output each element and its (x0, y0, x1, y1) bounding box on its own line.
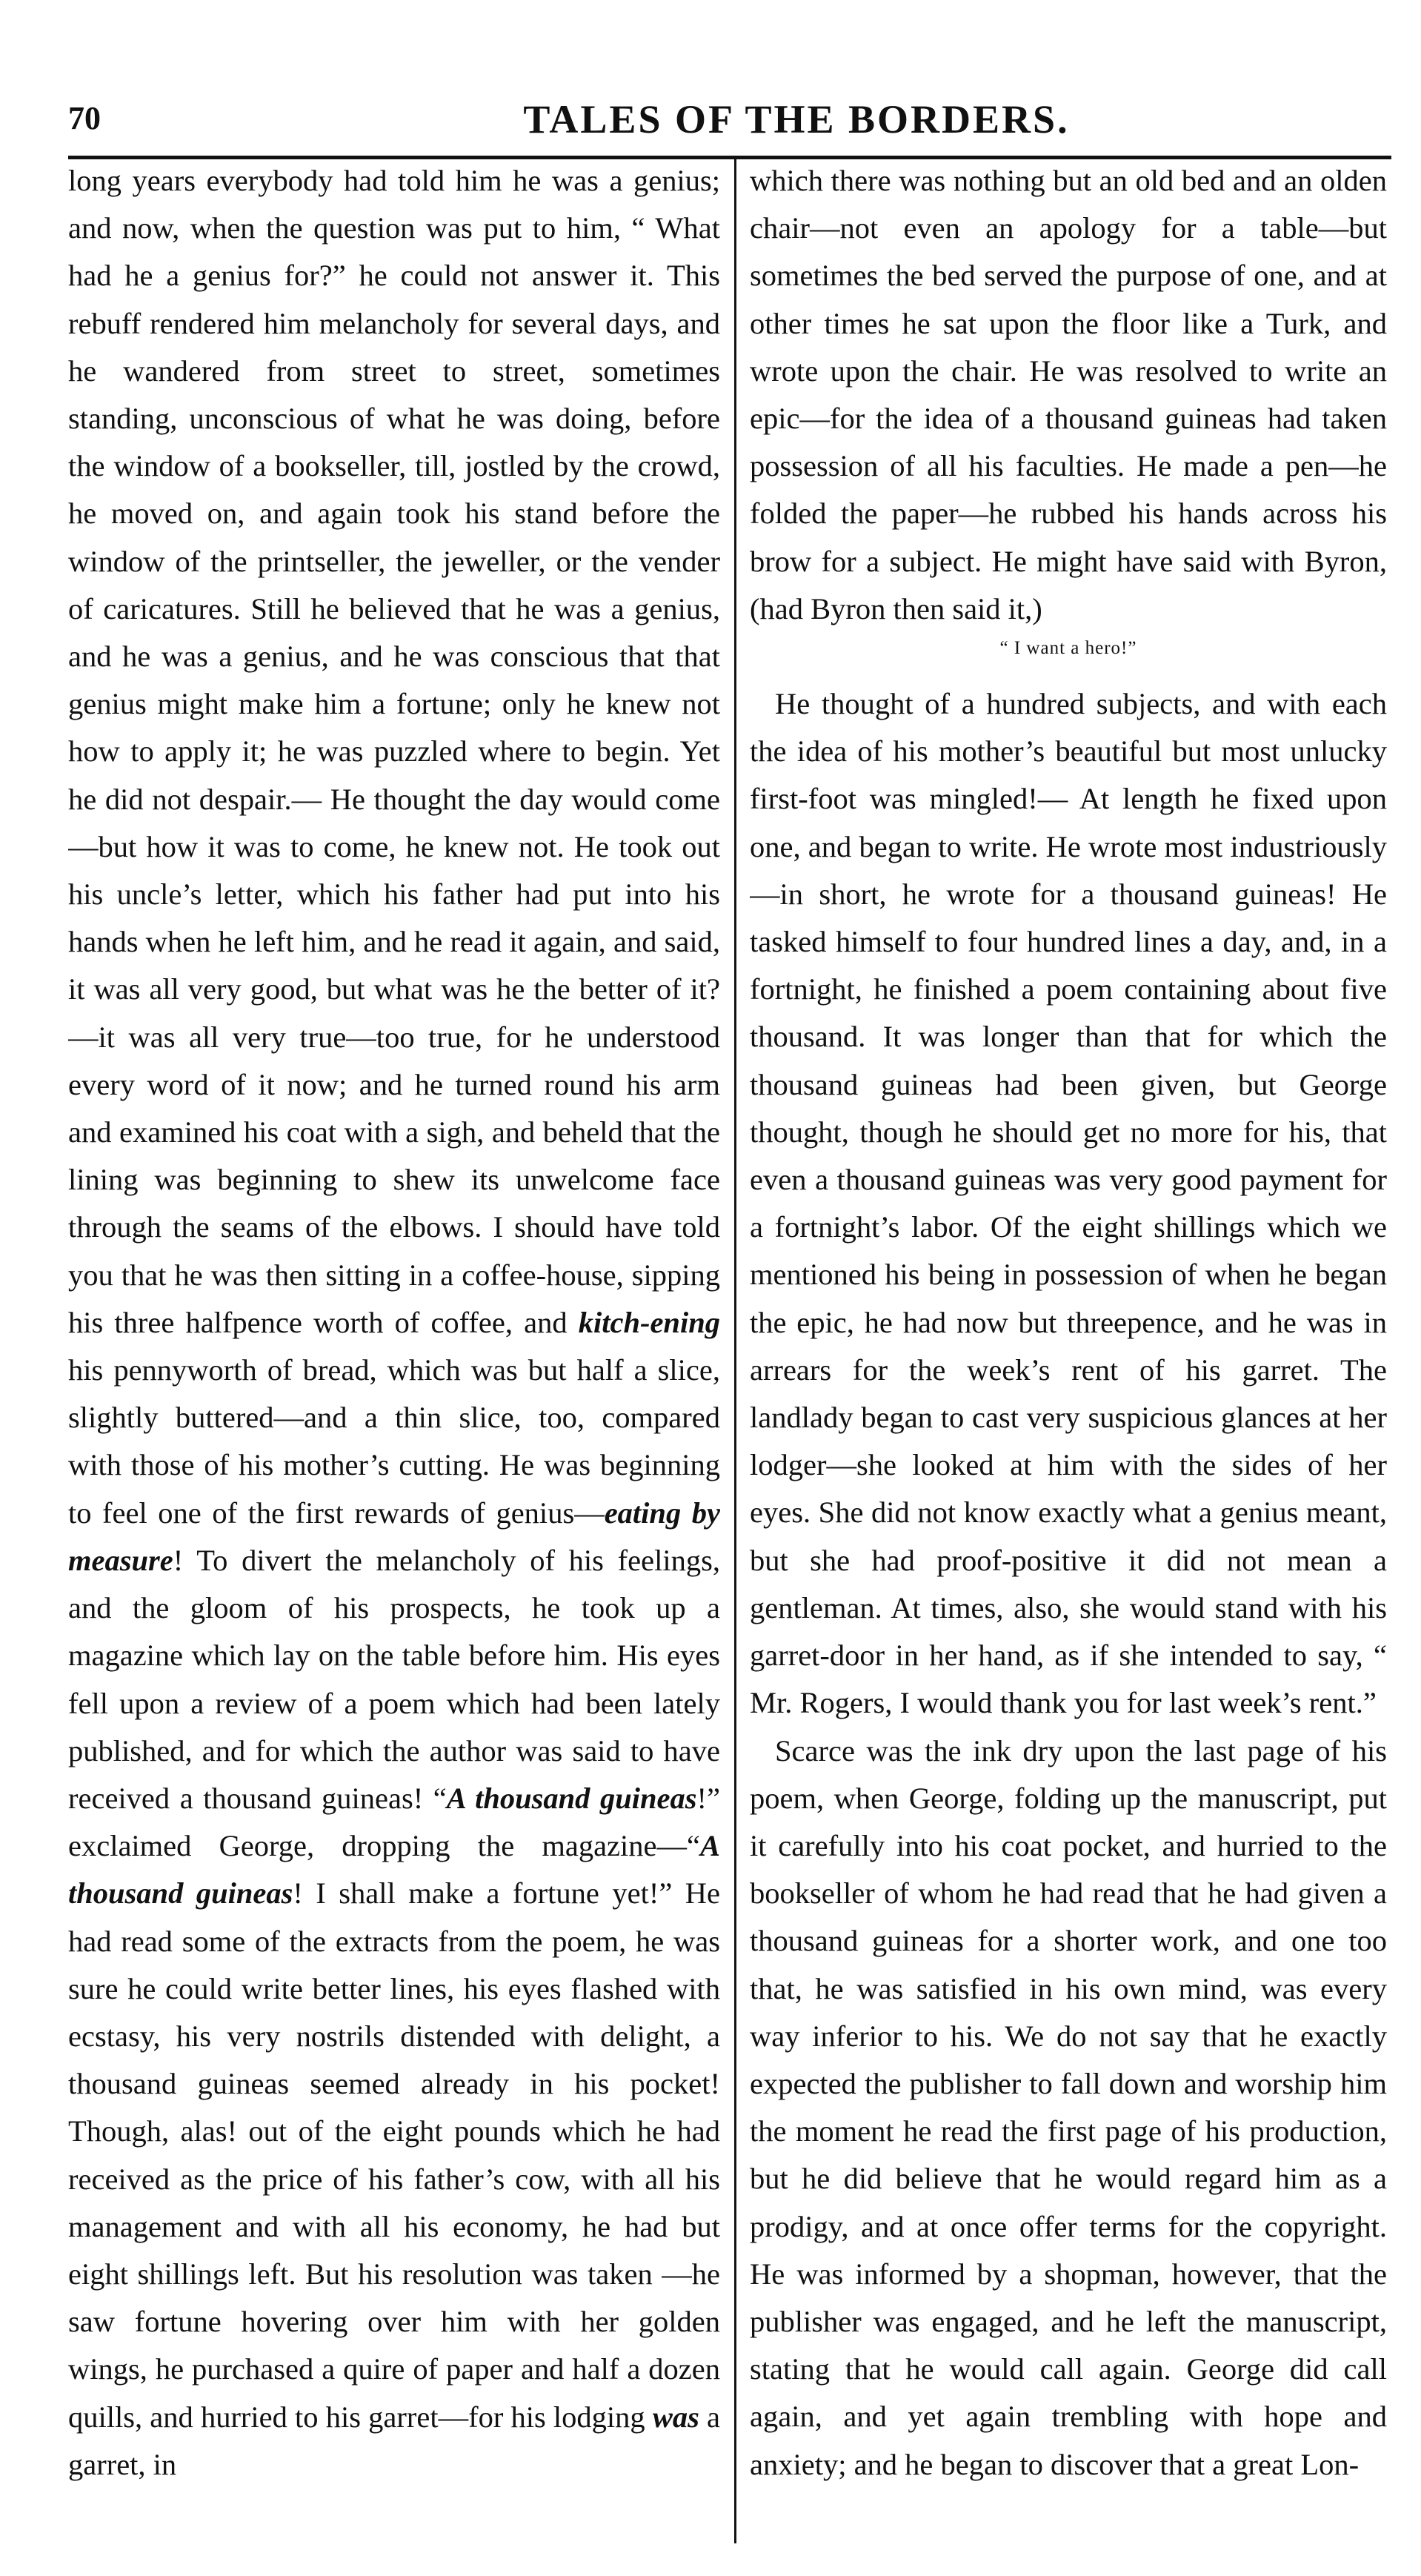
right-paragraph-1: which there was nothing but an old bed and an olden chair—not even an apology for a table—but sometimes the bed served the purpose of one, and at other times he sat upon the floor like a Turk, and wrote upon the chair. He was resolved to write an epic—for the idea of a thousand guineas had taken possession of all his faculties. He made a pen—he folded the paper—he rubbed his hands across his brow for a subject. He might have said with Byron, (had Byron then said it,) (750, 164, 1387, 625)
italic-run: eating by measure (68, 1496, 720, 1577)
italic-run: kitch-ening (578, 1305, 720, 1339)
text-run: ! To divert the melancholy of his feelings, and the gloom of his prospects, he took up a magazine which lay on the table before him. His eyes fell upon a review of a poem which had been lately published, and for which the author was said to have received a thousand guineas! “ (68, 1543, 720, 1815)
text-run: a garret, in (68, 2400, 720, 2481)
page-header (68, 89, 1391, 159)
right-paragraph-3: Scarce was the ink dry upon the last page of his poem, when George, folding up the manuscript, put it carefully into his coat pocket, and hurried to the bookseller of whom he had read that he had given a thousand guineas for a shorter work, and one too that, he was satisfied in his own mind, was every way inferior to his. We do not say that he exactly expected the publisher to fall down and worship him the moment he read the first page of his production, but he did believe that he would regard him as a prodigy, and at once offer terms for the copyright. He was informed by a shopman, however, that the publisher was engaged, and he left the manuscript, stating that he would call again. George did call again, and yet again trembling with hope and anxiety; and he began to discover that a great Lon- (750, 1733, 1387, 2481)
text-run: !” exclaimed George, dropping the magazine—“ (68, 1781, 720, 1863)
running-title: TALES OF THE BORDERS. (523, 97, 1070, 142)
left-paragraph (68, 157, 720, 2489)
right-column (750, 157, 1387, 2543)
quotation: “ I want a hero!” (999, 638, 1137, 659)
text-columns (68, 157, 1391, 2543)
italic-run: was (652, 2400, 699, 2434)
column-divider (734, 157, 736, 2543)
text-run: ! I shall make a fortune yet!” He had read some of the extracts from the poem, he was sure he could write better lines, his eyes flashed with ecstasy, his very nostrils distended with delight, a thousand guineas seemed already in his pocket! Though, alas! out of the eight pounds which he had received as the price of his father’s cow, with all his management and with all his economy, he had but eight shillings left. But his resolution was taken —he saw fortune hovering over him with her golden wings, he purchased a quire of paper and half a dozen quills, and hurried to his garret—for his lodging (68, 1876, 720, 2434)
right-paragraph-2: He thought of a hundred subjects, and with each the idea of his mother’s beautiful but most unlucky first-foot was mingled!— At length he fixed upon one, and began to write. He wrote most industriously—in short, he wrote for a thousand guineas! He tasked himself to four hundred lines a day, and, in a fortnight, he finished a poem containing about five thousand. It was longer than that for which the thousand guineas had been given, but George thought, though he should get no more for his, that even a thousand guineas was very good payment for a fortnight’s labor. Of the eight shillings which we mentioned his being in possession of when he began the epic, he had now but threepence, and he was in arrears for the week’s rent of his garret. The landlady began to cast very suspicious glances at her lodger—she looked at him with the sides of her eyes. She did not know exactly what a genius meant, but she had proof-positive it did not mean a gentleman. At times, also, she would stand with his garret-door in her hand, as if she intended to say, “ Mr. Rogers, I would thank you for last week’s rent.” (750, 687, 1387, 1720)
italic-run: A thousand guineas (68, 1829, 720, 1911)
italic-run: A thousand guineas (446, 1781, 697, 1815)
text-run: his pennyworth of bread, which was but half a slice, slightly buttered—and a thin slice, too, compared with those of his mother’s cutting. He was beginning to feel one of the first rewards of genius— (68, 1353, 720, 1530)
left-column (68, 157, 720, 2543)
page-number: 70 (68, 100, 101, 136)
text-run: long years everybody had told him he was a genius; and now, when the question was put to him, “ What had he a genius for?” he could not answer it. This rebuff rendered him melancholy for several days, and he wandered from street to street, sometimes standing, unconscious of what he was doing, before the window of a bookseller, till, jostled by the crowd, he moved on, and again took his stand before the window of the printseller, the jeweller, or the vender of caricatures. Still he believed that he was a genius, and he was a genius, and he was conscious that that genius might make him a fortune; only he knew not how to apply it; he was puzzled where to begin. Yet he did not despair.— He thought the day would come—but how it was to come, he knew not. He took out his uncle’s letter, which his father had put into his hands when he left him, and he read it again, and said, it was all very good, but what was he the better of it?—it was all very true—too true, for he understood every word of it now; and he turned round his arm and examined his coat with a sigh, and beheld that the lining was beginning to shew its unwelcome face through the seams of the elbows. I should have told you that he was then sitting in a coffee-house, sipping his three halfpence worth of coffee, and (68, 164, 720, 1339)
